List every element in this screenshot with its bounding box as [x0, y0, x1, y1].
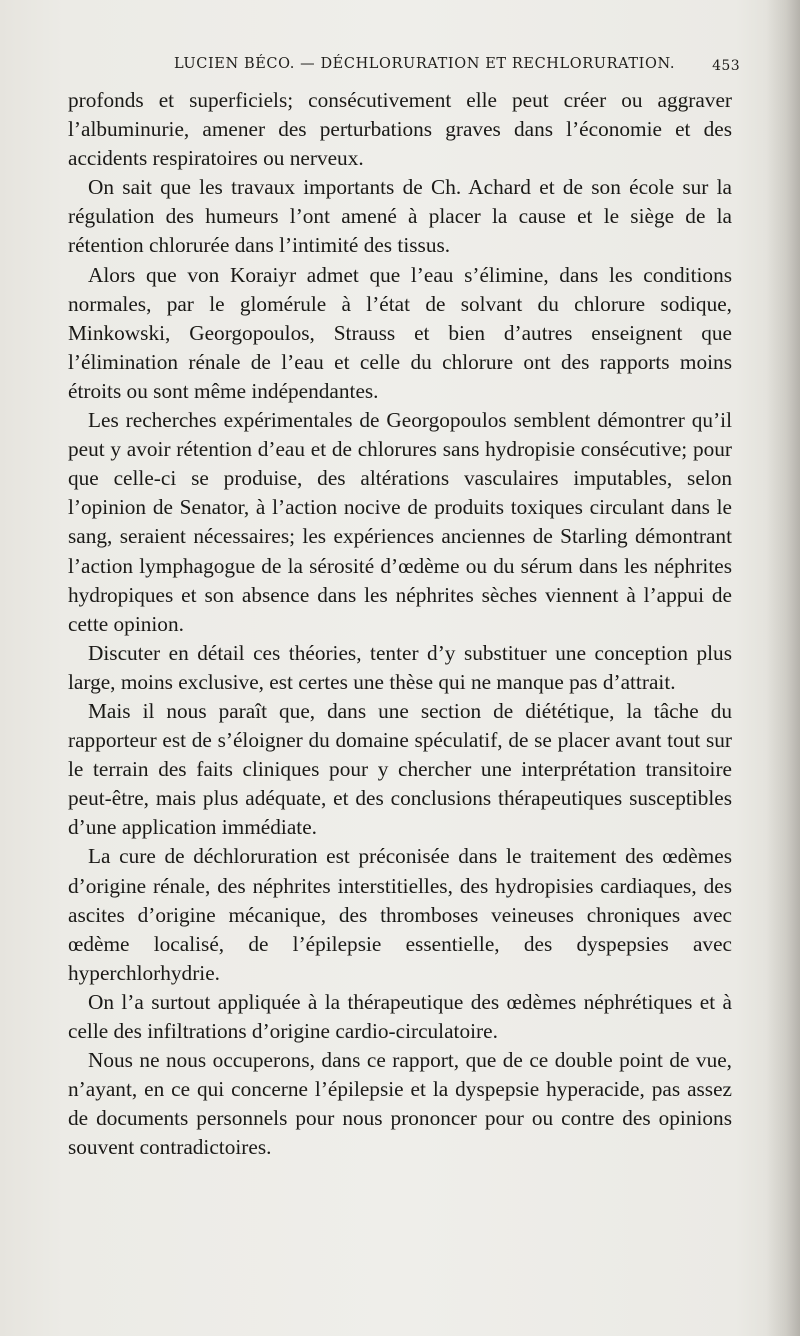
running-title: LUCIEN BÉCO. — DÉCHLORURATION ET RECHLORURATION.: [174, 56, 676, 72]
paragraph: La cure de déchloruration est préconisée dans le traitement des œdèmes d’origine rénale, des néphrites interstitielles, des hydropisies cardiaques, des ascites d’origine mécanique, des thromboses veineuses chroniques avec œdème localisé, de l’épilepsie essentielle, des dyspepsies avec hyperchlorhydrie.: [68, 844, 732, 985]
paragraph: On l’a surtout appliquée à la thérapeutique des œdèmes néphrétiques et à celle des infiltrations d’origine cardio-circulatoire.: [68, 989, 732, 1043]
body-text: [68, 86, 732, 1162]
paragraph: Nous ne nous occuperons, dans ce rapport, que de ce double point de vue, n’ayant, en ce qui concerne l’épilepsie et la dyspepsie hyperacide, pas assez de documents personnels pour nous prononcer pour ou contre des opinions souvent contradictoires.: [68, 1048, 732, 1160]
paragraph-continued: profonds et superficiels; consécutivement elle peut créer ou aggraver l’albuminurie, amener des perturbations graves dans l’économie et des accidents respiratoires ou nerveux.: [68, 88, 732, 171]
paragraph: Les recherches expérimentales de Georgopoulos semblent démontrer qu’il peut y avoir rétention d’eau et de chlorures sans hydropisie consécutive; pour que celle-ci se produise, des altérations vasculaires imputables, selon l’opinion de Senator, à l’action nocive de produits toxiques circulant dans le sang, seraient nécessaires; les expériences anciennes de Starling démontrant l’action lymphagogue de la sérosité d’œdème ou du sérum dans les néphrites hydropiques et son absence dans les néphrites sèches viennent à l’appui de cette opinion.: [68, 408, 732, 636]
paragraph: Discuter en détail ces théories, tenter d’y substituer une conception plus large, moins exclusive, est certes une thèse qui ne manque pas d’attrait.: [68, 640, 732, 694]
page-number: 453: [712, 58, 740, 74]
paragraph: On sait que les travaux importants de Ch. Achard et de son école sur la régulation des humeurs l’ont amené à placer la cause et le siège de la rétention chlorurée dans l’intimité des tissus.: [68, 175, 732, 258]
paragraph: Mais il nous paraît que, dans une section de diététique, la tâche du rapporteur est de s’éloigner du domaine spéculatif, de se placer avant tout sur le terrain des faits cliniques pour y chercher une interprétation transitoire peut-être, mais plus adéquate, et des conclusions thérapeutiques susceptibles d’une application immédiate.: [68, 698, 732, 840]
page-header: [70, 54, 740, 84]
paragraph: Alors que von Koraiyr admet que l’eau s’élimine, dans les conditions normales, par le glomérule à l’état de solvant du chlorure sodique, Minkowski, Georgopoulos, Strauss et bien d’autres enseignent que l’élimination rénale de l’eau et celle du chlorure ont des rapports moins étroits ou sont même indépendantes.: [68, 262, 732, 403]
